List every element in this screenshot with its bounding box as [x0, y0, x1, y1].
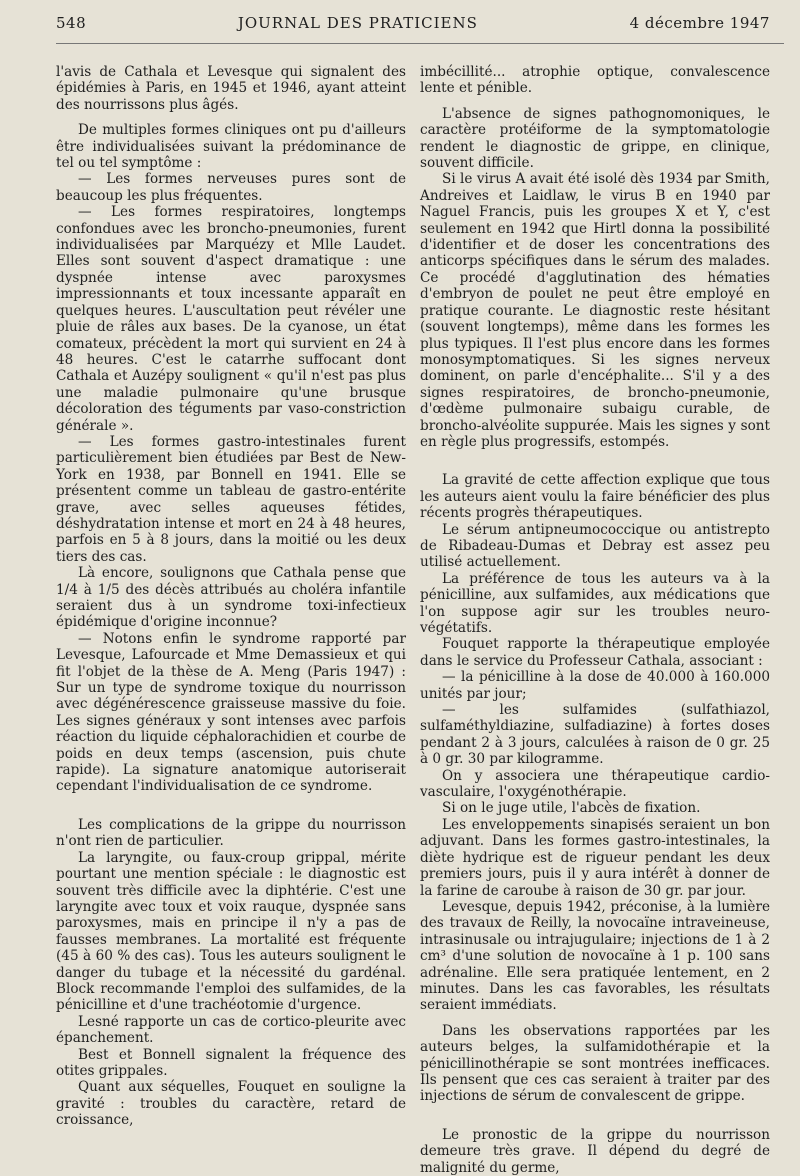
paragraph: imbécillité... atrophie optique, convalescence lente et pénible.	[420, 64, 770, 97]
paragraph: La gravité de cette affection explique que tous les auteurs aient voulu la faire bénéficier des plus récents progrès thérapeutiques.	[420, 472, 770, 522]
paragraph: Le sérum antipneumococcique ou antistrepto de Ribadeau-Dumas et Debray est assez peu utilisé actuellement.	[420, 521, 770, 571]
paragraph: Les enveloppements sinapisés seraient un bon adjuvant. Dans les formes gastro-intestinales, la diète hydrique est de rigueur pendant les deux premiers jours, puis il y aura intérêt à donner de la farine de caroube à raison de 30 gr. par jour.	[420, 816, 770, 899]
paragraph: — les sulfamides (sulfathiazol, sulfaméthyldiazine, sulfadiazine) à fortes doses pendant 2 à 3 jours, calculées à raison de 0 gr. 25 à 0 gr. 30 par kilogramme.	[420, 702, 770, 768]
paragraph: Quant aux séquelles, Fouquet en souligne la gravité : troubles du caractère, retard de croissance,	[56, 1079, 406, 1129]
paragraph: — Notons enfin le syndrome rapporté par Levesque, Lafourcade et Mme Demassieux et qui fit l'objet de la thèse de A. Meng (Paris 1947) : Sur un type de syndrome toxique du nourrisson avec dégénérescence graisseuse massive du foie. Les signes généraux y sont intenses avec parfois réaction du liquide céphalorachidien et courbe de poids en deux temps (ascension, puis chute rapide). La signature anatomique autoriserait cependant l'individualisation de ce syndrome.	[56, 630, 406, 795]
paragraph: l'avis de Cathala et Levesque qui signalent des épidémies à Paris, en 1945 et 1946, ayant atteint des nourrissons plus âgés.	[56, 64, 406, 113]
paragraph: La laryngite, ou faux-croup grippal, mérite pourtant une mention spéciale : le diagnostic est souvent très difficile avec la diphtérie. C'est une laryngite avec toux et voix rauque, dyspnée sans paroxysmes, mais en principe il n'y a pas de fausses membranes. La mortalité est fréquente (45 à 60 % des cas). Tous les auteurs soulignent le danger du tubage et la nécessité du gardénal. Block recommande l'emploi des sulfamides, de la pénicilline et d'une trachéotomie d'urgence.	[56, 849, 406, 1014]
issue-date: 4 décembre 1947	[629, 14, 770, 32]
journal-title: JOURNAL DES PRATICIENS	[237, 14, 478, 32]
left-column	[56, 64, 406, 1176]
paragraph: La préférence de tous les auteurs va à la pénicilline, aux sulfamides, aux médications que l'on suppose agir sur les troubles neuro-végétatifs.	[420, 570, 770, 636]
paragraph: Lesné rapporte un cas de cortico-pleurite avec épanchement.	[56, 1013, 406, 1047]
page-header	[56, 14, 784, 44]
paragraph: Le pronostic de la grippe du nourrisson demeure très grave. Il dépend du degré de malignité du germe,	[420, 1126, 770, 1176]
paragraph: De multiples formes cliniques ont pu d'ailleurs être individualisées suivant la prédominance de tel ou tel symptôme :	[56, 122, 406, 172]
paragraph: — Les formes respiratoires, longtemps confondues avec les broncho-pneumonies, furent individualisées par Marquézy et Mlle Laudet. Elles sont souvent d'aspect dramatique : une dyspnée intense avec paroxysmes impressionnants et toux incessante apparaît en quelques heures. L'auscultation peut révéler une pluie de râles aux bases. De la cyanose, un état comateux, précèdent la mort qui survient en 24 à 48 heures. C'est le catarrhe suffocant dont Cathala et Auzépy soulignent « qu'il n'est pas plus une maladie pulmonaire qu'une brusque décoloration des téguments par vaso-constriction générale ».	[56, 204, 406, 434]
paragraph: — Les formes gastro-intestinales furent particulièrement bien étudiées par Best de New-York en 1938, par Bonnell en 1941. Elle se présentent comme un tableau de gastro-entérite grave, avec selles aqueuses fétides, déshydratation intense et mort en 24 à 48 heures, parfois en 5 à 8 jours, dans la moitié ou les deux tiers des cas.	[56, 433, 406, 565]
paragraph: — Les formes nerveuses pures sont de beaucoup les plus fréquentes.	[56, 171, 406, 204]
paragraph: On y associera une thérapeutique cardio-vasculaire, l'oxygénothérapie.	[420, 767, 770, 801]
paragraph: Dans les observations rapportées par les auteurs belges, la sulfamidothérapie et la pénicillinothérapie se sont montrées inefficaces. Ils pensent que ces cas seraient à traiter par des injections de sérum de convalescent de grippe.	[420, 1022, 770, 1105]
paragraph: L'absence de signes pathognomoniques, le caractère protéiforme de la symptomatologie rendent le diagnostic de grippe, en clinique, souvent difficile.	[420, 105, 770, 172]
paragraph: — la pénicilline à la dose de 40.000 à 160.000 unités par jour;	[420, 669, 770, 702]
paragraph: Best et Bonnell signalent la fréquence des otites grippales.	[56, 1046, 406, 1079]
paragraph: Levesque, depuis 1942, préconise, à la lumière des travaux de Reilly, la novocaïne intraveineuse, intrasinusale ou intrajugulaire; injections de 1 à 2 cm³ d'une solution de novocaïne à 1 p. 100 sans adrénaline. Elle sera pratiquée lentement, en 2 minutes. Dans les cas favorables, les résultats seraient immédiats.	[420, 898, 770, 1014]
page-number: 548	[56, 14, 87, 32]
paragraph: Si le virus A avait été isolé dès 1934 par Smith, Andreives et Laidlaw, le virus B en 1940 par Naguel Francis, puis les groupes X et Y, c'est seulement en 1942 que Hirtl donna la possibilité d'identifier et de doser les concentrations des anticorps spécifiques dans le sérum des malades. Ce procédé d'agglutination des hématies d'embryon de poulet ne peut être employé en pratique courante. Le diagnostic reste hésitant (souvent longtemps), même dans les formes les plus typiques. Il l'est plus encore dans les formes monosymptomatiques. Si les signes nerveux dominent, on parle d'encéphalite... S'il y a des signes respiratoires, de broncho-pneumonie, d'œdème pulmonaire subaigu curable, de broncho-alvéolite suppurée. Mais les signes y sont en règle plus progressifs, estompés.	[420, 171, 770, 450]
paragraph: Là encore, soulignons que Cathala pense que 1/4 à 1/5 des décès attribués au choléra infantile seraient dus à un syndrome toxi-infectieux épidémique d'origine inconnue?	[56, 565, 406, 631]
paragraph: Les complications de la grippe du nourrisson n'ont rien de particulier.	[56, 816, 406, 850]
text-columns	[56, 64, 784, 1176]
paragraph: Si on le juge utile, l'abcès de fixation.	[442, 800, 701, 817]
right-column	[420, 64, 770, 1176]
paragraph: Fouquet rapporte la thérapeutique employée dans le service du Professeur Cathala, associant :	[420, 636, 770, 669]
